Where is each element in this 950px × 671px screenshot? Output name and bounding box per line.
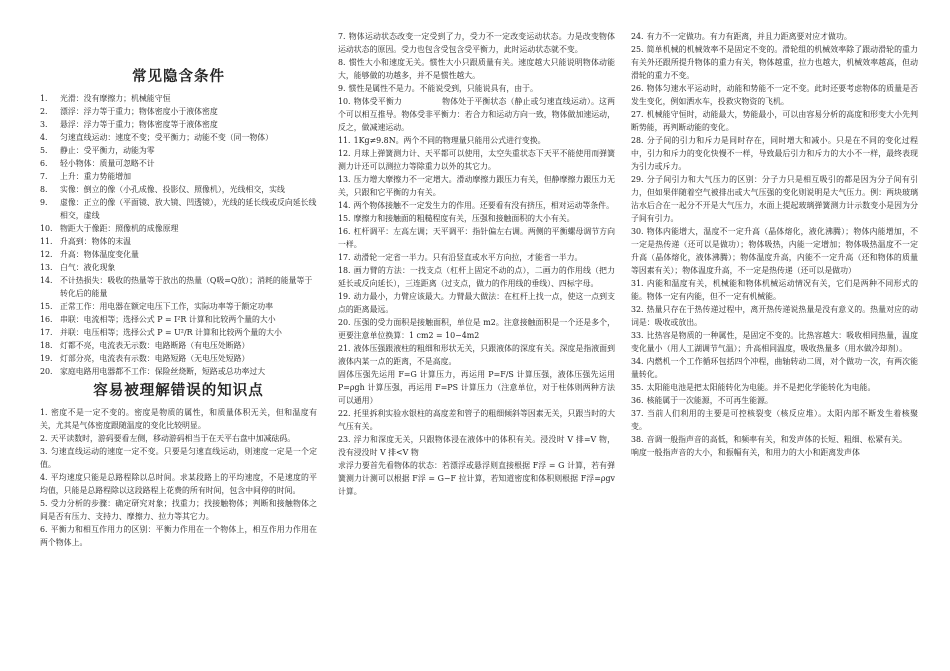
item-number: 37. (631, 409, 644, 418)
misconception-item (631, 82, 918, 108)
condition-item (40, 326, 317, 339)
item-number: 25. (631, 45, 644, 54)
condition-item (40, 300, 317, 313)
item-text: 动力最小，力臂应该最大。力臂最大做法：在杠杆上找一点，使这一点到支点的距离最远。 (338, 292, 615, 314)
misconception-item (338, 30, 615, 56)
misconception-item (338, 95, 615, 134)
hidden-conditions-list (40, 92, 317, 378)
item-text: 压强的受力面积是接触面积，单位是 m2。注意接触面积是一个还是多个，更要注意单位换算：1 cm2 = 10−4m2 (338, 318, 615, 340)
item-text: 受力分析的步骤：确定研究对象；找重力；找接触物体；判断和接触物体之间是否有压力、支持力、摩擦力、拉力等其它力。 (40, 499, 317, 521)
item-number: 10. (338, 97, 351, 106)
item-number: 3. (40, 447, 48, 456)
misconception-item (338, 82, 615, 95)
item-number: 2. (40, 434, 48, 443)
misconception-item (40, 523, 317, 549)
misconception-item (631, 173, 918, 225)
item-text: 不计热损失：吸收的热量等于放出的热量（Q吸=Q放）；消耗的能量等于转化后的能量 (60, 276, 313, 298)
item-number: 4. (40, 133, 48, 142)
item-text: 太阳能电池是把太阳能转化为电能。并不是把化学能转化为电能。 (646, 383, 876, 392)
item-text: 实像：倒立的像（小孔成像、投影仪、照像机），光线相交，实线 (60, 185, 285, 194)
condition-item (40, 339, 317, 352)
item-number: 15. (40, 302, 53, 311)
item-number: 11. (338, 136, 351, 145)
item-number: 15. (338, 214, 351, 223)
misconception-item (338, 147, 615, 173)
item-number: 13. (338, 175, 351, 184)
item-text: 静止：受平衡力，动能为零 (60, 146, 155, 155)
condition-item (40, 352, 317, 365)
item-text: 家庭电路用电器都不工作：保险丝烧断，短路或总功率过大 (60, 367, 266, 376)
item-text: 天平读数时，游码要看左侧，移动游码相当于在天平右盘中加减砝码。 (50, 434, 296, 443)
item-number: 12. (338, 149, 351, 158)
misconception-item (631, 134, 918, 173)
column-left (40, 66, 317, 671)
item-text: 并联：电压相等；选择公式 P = U²/R 计算和比较两个量的大小 (60, 328, 282, 337)
item-number: 8. (40, 185, 48, 194)
item-text: 压力增大摩擦力不一定增大。滑动摩擦力跟压力有关，但静摩擦力跟压力无关，只跟和它平衡的力有关。 (338, 175, 615, 197)
item-number: 18. (40, 341, 53, 350)
item-text: 杠杆调平：左高左调；天平调平：指针偏左右调。两侧的平衡螺母调节方向一样。 (338, 227, 615, 249)
item-number: 32. (631, 305, 644, 314)
item-text: 惯性大小和速度无关。惯性大小只跟质量有关。速度越大只能说明物体动能大，能够做的功越多，并不是惯性越大。 (338, 58, 615, 80)
condition-item (40, 196, 317, 222)
item-text: 托里拆利实验水银柱的高度差和管子的粗细倾斜等因素无关，只跟当时的大气压有关。 (338, 409, 615, 431)
misconception-item (338, 407, 615, 433)
item-number: 21. (338, 344, 351, 353)
item-number: 34. (631, 357, 644, 366)
item-text: 匀速直线运动的速度一定不变。只要是匀速直线运动，则速度一定是一个定值。 (40, 447, 317, 469)
item-text: 浮力和深度无关，只跟物体浸在液体中的体积有关。浸没时 V 排=V 物，没有浸没时 V 排<V 物 (338, 435, 615, 457)
item-text: 漂浮：浮力等于重力；物体密度小于液体密度 (60, 107, 218, 116)
misconception-item (631, 108, 918, 134)
item-text: 音调一般指声音的高低，和频率有关，和发声体的长短、粗细、松紧有关。 (646, 435, 907, 444)
item-number: 35. (631, 383, 644, 392)
item-text: 机械能守恒时，动能最大，势能最小，可以由容易分析的高度和形变大小先判断势能，再判断动能的变化。 (631, 110, 918, 132)
item-text: 光滑：没有摩擦力；机械能守恒 (60, 94, 171, 103)
item-number: 20. (338, 318, 351, 327)
item-number: 5. (40, 499, 48, 508)
item-number: 31. (631, 279, 644, 288)
misconception-item (40, 497, 317, 523)
item-number: 36. (631, 396, 644, 405)
item-text: 摩擦力和接触面的粗糙程度有关，压强和接触面积的大小有关。 (353, 214, 575, 223)
condition-item (40, 144, 317, 157)
item-number: 24. (631, 32, 644, 41)
item-number: 29. (631, 175, 644, 184)
item-number: 30. (631, 227, 644, 236)
misconceptions-list-part3 (631, 30, 918, 459)
misconception-item (631, 329, 918, 355)
condition-item (40, 170, 317, 183)
misconception-item (338, 212, 615, 225)
item-number: 14. (40, 276, 53, 285)
item-number: 9. (40, 198, 48, 207)
item-number: 20. (40, 367, 53, 376)
item-number: 6. (40, 525, 48, 534)
item-text: 物体受平衡力 物体处于平衡状态（静止或匀速直线运动）。这两个可以相互推导。物体受非平衡力：若合力和运动方向一致，物体做加速运动，反之，做减速运动。 (338, 97, 615, 132)
item-text: 串联：电流相等；选择公式 P = I²R 计算和比较两个量的大小 (60, 315, 276, 324)
item-number: 12. (40, 250, 53, 259)
item-text: 悬浮：浮力等于重力；物体密度等于液体密度 (60, 120, 218, 129)
misconception-item (40, 445, 317, 471)
misconception-item (40, 432, 317, 445)
misconception-item (631, 394, 918, 407)
item-number: 7. (338, 32, 346, 41)
condition-item (40, 261, 317, 274)
misconception-item (631, 303, 918, 329)
item-number: 11. (40, 237, 53, 246)
item-text: 升高：物体温度变化量 (60, 250, 139, 259)
misconception-item (631, 43, 918, 82)
item-text: 固体压强先运用 F=G 计算压力，再运用 P=F/S 计算压强，液体压强先运用 P=ρgh 计算压强，再运用 F=PS 计算压力（注意单位，对于柱体则两种方法可以通用） (338, 370, 615, 405)
condition-item (40, 118, 317, 131)
item-text: 灯都不亮，电流表无示数：电路断路（有电压处断路） (60, 341, 250, 350)
misconception-item (338, 316, 615, 342)
misconception-item (338, 368, 615, 407)
condition-item (40, 222, 317, 235)
item-text: 求浮力要首先看物体的状态：若漂浮或悬浮则直接根据 F浮 = G 计算，若有弹簧测力计测可以根据 F浮 = G−F 拉计算，若知道密度和体积则根据 F浮=ρgv 计算。 (338, 461, 615, 496)
item-number: 23. (338, 435, 351, 444)
item-text: 月球上弹簧测力计、天平都可以使用，太空失重状态下天平不能使用而弹簧测力计还可以测拉力等除重力以外的其它力。 (338, 149, 615, 171)
item-text: 虚像：正立的像（平面镜、放大镜、凹透镜），光线的延长线或反向延长线相交，虚线 (60, 198, 317, 220)
item-text: 密度不是一定不变的。密度是物质的属性，和质量体积无关，但和温度有关，尤其是气体密度跟随温度的变化比较明显。 (40, 408, 317, 430)
item-number: 9. (338, 84, 346, 93)
misconception-item (338, 225, 615, 251)
item-text: 惯性是属性不是力。不能说受到，只能说具有，由于。 (348, 84, 538, 93)
item-text: 平均速度只能是总路程除以总时间。求某段路上的平均速度，不是速度的平均值，只能是总路程除以这段路程上花费的所有时间，包含中间停的时间。 (40, 473, 317, 495)
misconception-item (338, 264, 615, 290)
item-text: 简单机械的机械效率不是固定不变的。滑轮组的机械效率除了跟动滑轮的重力有关外还跟所提升物体的重力有关，物体越重，拉力也越大，机械效率越高，但动滑轮的重力不变。 (631, 45, 918, 80)
condition-item (40, 235, 317, 248)
misconception-item (338, 290, 615, 316)
misconception-item (631, 355, 918, 381)
condition-item (40, 92, 317, 105)
item-number: 4. (40, 473, 48, 482)
misconception-item (631, 277, 918, 303)
misconception-item (338, 173, 615, 199)
item-text: 两个物体接触不一定发生力的作用。还要看有没有挤压，相对运动等条件。 (353, 201, 614, 210)
item-number: 28. (631, 136, 644, 145)
condition-item (40, 131, 317, 144)
item-text: 液体压强跟液柱的粗细和形状无关，只跟液体的深度有关。深度是指液面到液体内某一点的距离，不是高度。 (338, 344, 615, 366)
item-text: 内燃机一个工作循环包括四个冲程，曲轴转动二周，对个做功一次，有两次能量转化。 (631, 357, 918, 379)
item-text: 画力臂的方法：一找支点（杠杆上固定不动的点），二画力的作用线（把力延长或反向延长），三连距离（过支点，做力的作用线的垂线）、四标字母。 (338, 266, 615, 288)
item-number: 19. (40, 354, 53, 363)
item-number: 14. (338, 201, 351, 210)
item-text: 匀速直线运动：速度不变；受平衡力；动能不变（同一物体） (60, 133, 274, 142)
item-number: 16. (40, 315, 53, 324)
item-number: 5. (40, 146, 48, 155)
condition-item (40, 157, 317, 170)
item-text: 物距大于像距：照像机的成像原理 (60, 224, 179, 233)
condition-item (40, 105, 317, 118)
misconceptions-list-part2 (338, 30, 615, 498)
column-middle (338, 30, 615, 671)
item-text: 分子间引力和大气压力的区别：分子力只是相互吸引的都是因为分子间有引力，但如果伴随着空气被排出或大气压强的变化则说明是大气压力。例：两块玻璃沾水后合在一起分不开是大气压力，水面上提起玻璃弹簧测力计示数变小是因为分子间有引力。 (631, 175, 918, 223)
item-number: 17. (338, 253, 351, 262)
item-number: 38. (631, 435, 644, 444)
misconception-item (338, 433, 615, 459)
item-number: 22. (338, 409, 351, 418)
item-number: 16. (338, 227, 351, 236)
item-number: 1. (40, 408, 48, 417)
misconception-item (631, 30, 918, 43)
condition-item (40, 313, 317, 326)
item-number: 1. (40, 94, 48, 103)
item-number: 18. (338, 266, 351, 275)
item-text: 响度一般指声音的大小，和振幅有关，和用力的大小和距离发声体 (631, 448, 860, 457)
item-text: 热量只存在于热传递过程中，离开热传递说热量是没有意义的。热量对应的动词是：吸收或放出。 (631, 305, 918, 327)
section-title-hidden-conditions: 常见隐含条件 (132, 68, 225, 85)
item-number: 6. (40, 159, 48, 168)
item-text: 分子间的引力和斥力是同时存在，同时增大和减小。只是在不同的变化过程中，引力和斥力的变化快慢不一样，导致最后引力和斥力的大小不一样，最终表现为引力或斥力。 (631, 136, 918, 171)
item-text: 1Kg≠9.8N。两个不同的物理量只能用公式进行变换。 (353, 136, 546, 145)
condition-item (40, 274, 317, 300)
item-text: 物体运动状态改变一定受到了力，受力不一定改变运动状态。力是改变物体运动状态的原因。受力也包含受包含受平衡力，此时运动状态就不变。 (338, 32, 615, 54)
item-text: 升高到：物体的末温 (60, 237, 132, 246)
misconception-item (338, 199, 615, 212)
item-text: 正常工作：用电器在额定电压下工作，实际功率等于额定功率 (60, 302, 274, 311)
column-right (631, 30, 918, 671)
section-title-misconceptions: 容易被理解错误的知识点 (93, 382, 264, 399)
condition-item (40, 365, 317, 378)
item-number: 19. (338, 292, 351, 301)
item-text: 平衡力和相互作用力的区别：平衡力作用在一个物体上，相互作用力作用在两个物体上。 (40, 525, 317, 547)
item-number: 2. (40, 107, 48, 116)
misconception-item (631, 381, 918, 394)
misconception-item (40, 406, 317, 432)
item-number: 3. (40, 120, 48, 129)
item-number: 13. (40, 263, 53, 272)
item-number: 7. (40, 172, 48, 181)
item-text: 轻小物体：质量可忽略不计 (60, 159, 155, 168)
condition-item (40, 248, 317, 261)
condition-item (40, 183, 317, 196)
misconception-item (631, 433, 918, 446)
misconception-item (40, 471, 317, 497)
item-text: 核能属于一次能源，不可再生能源。 (646, 396, 773, 405)
item-text: 白气：液化现象 (60, 263, 116, 272)
misconception-item (338, 459, 615, 498)
misconception-item (631, 407, 918, 433)
item-text: 当前人们利用的主要是可控核裂变（核反应堆）。太阳内部不断发生着核聚变。 (631, 409, 918, 431)
item-text: 比热容是物质的一种属性，是固定不变的。比热容越大：吸收相同热量，温度变化量小（用人工湖调节气温）；升高相同温度，吸收热量多（用水做冷却剂）。 (631, 331, 918, 353)
item-number: 17. (40, 328, 53, 337)
item-text: 动滑轮一定省一半力。只有沿竖直或水平方向拉，才能省一半力。 (353, 253, 583, 262)
item-number: 33. (631, 331, 644, 340)
misconceptions-list-part1 (40, 406, 317, 549)
item-number: 10. (40, 224, 53, 233)
misconception-item (338, 56, 615, 82)
misconception-item (338, 251, 615, 264)
item-number: 8. (338, 58, 346, 67)
misconception-item (631, 446, 918, 459)
item-text: 物体匀速水平运动时，动能和势能不一定不变。此时还要考虑物体的质量是否发生变化，例如洒水车，投救灾物资的飞机。 (631, 84, 918, 106)
item-number: 26. (631, 84, 644, 93)
item-text: 灯部分亮，电流表有示数：电路短路（无电压处短路） (60, 354, 250, 363)
item-text: 内能和温度有关，机械能和物体机械运动情况有关，它们是两种不同形式的能。物体一定有内能，但不一定有机械能。 (631, 279, 918, 301)
item-number: 27. (631, 110, 644, 119)
item-text: 有力不一定做功。有力有距离，并且力距离要对应才做功。 (646, 32, 852, 41)
misconception-item (631, 225, 918, 277)
misconception-item (338, 342, 615, 368)
item-text: 物体内能增大，温度不一定升高（晶体熔化，液化沸腾）；物体内能增加，不一定是热传递（还可以是做功）；物体吸热，内能一定增加；物体吸热温度不一定升高（晶体熔化，液体沸腾）；物体温度升高，内能不一定升高（还和物体的质量等因素有关）；物体温度升高，不一定是热传递（还可以是做功） (631, 227, 918, 275)
item-text: 上升：重力势能增加 (60, 172, 132, 181)
misconception-item (338, 134, 615, 147)
